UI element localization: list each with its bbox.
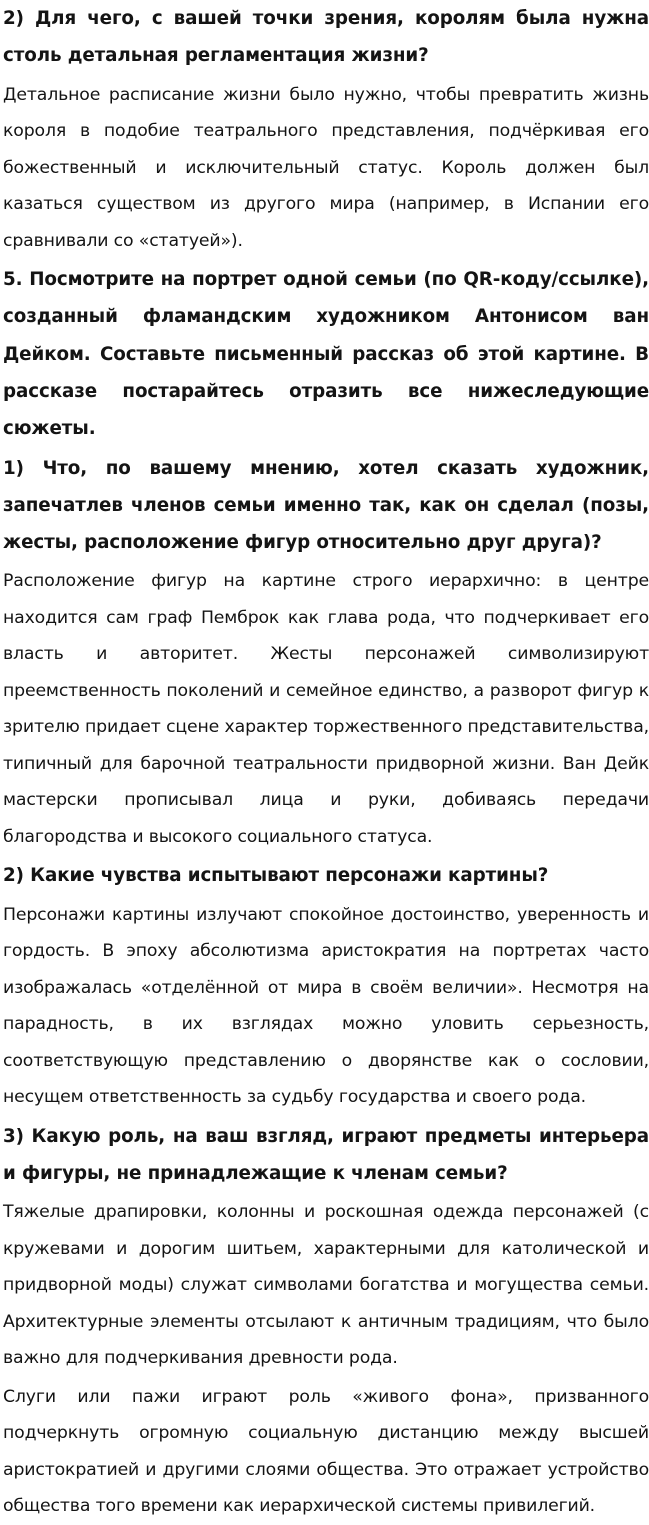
answer-paragraph: Тяжелые драпировки, колонны и роскошная одежда персонажей (с кружевами и дорогим шитьем, характерными для католической и придворной моды) служат символами богатства и могущества семьи. Архитектурные элементы отсылают к античным традициям, что было важно для подчеркивания древности рода. bbox=[3, 1202, 649, 1369]
answer-paragraph: Детальное расписание жизни было нужно, чтобы превратить жизнь короля в подобие театрального представления, подчёркивая его божественный и исключительный статус. Король должен был казаться существом из другого мира (например, в Испании его сравнивали со «статуей»). bbox=[3, 84, 649, 251]
answer-paragraph: Расположение фигур на картине строго иерархично: в центре находится сам граф Пемброк как глава рода, что подчеркивает его власть и авторитет. Жесты персонажей символизируют преемственность поколений и семейное единство, а разворот фигур к зрителю придает сцене характер торжественного представительства, типичный для барочной театральности придворной жизни. Ван Дейк мастерски прописывал лица и руки, добиваясь передачи благородства и высокого социального статуса. bbox=[3, 571, 649, 847]
question-heading: 3) Какую роль, на ваш взгляд, играют предметы интерьера и фигуры, не принадлежащие к членам семьи? bbox=[3, 1125, 649, 1185]
task-heading: 5. Посмотрите на портрет одной семьи (по QR-коду/ссылке), созданный фламандским художником Антонисом ван Дейком. Составьте письменный рассказ об этой картине. В рассказе постарайтесь отразить все нижеследующие сюжеты. bbox=[3, 269, 649, 440]
answer-paragraph: Слуги или пажи играют роль «живого фона», призванного подчеркнуть огромную социальную дистанцию между высшей аристократией и другими слоями общества. Это отражает устройство общества того времени как иерархической системы привилегий. bbox=[3, 1386, 649, 1517]
question-heading: 1) Что, по вашему мнению, хотел сказать художник, запечатлев членов семьи именно так, как он сделал (позы, жесты, расположение фигур относительно друг друга)? bbox=[3, 457, 649, 554]
question-heading: 2) Какие чувства испытывают персонажи картины? bbox=[3, 865, 549, 887]
answer-paragraph: Персонажи картины излучают спокойное достоинство, уверенность и гордость. В эпоху абсолютизма аристократия на портретах часто изображалась «отделённой от мира в своём величии». Несмотря на парадность, в их взглядах можно уловить серьезность, соответствующую представлению о дворянстве как о сословии, несущем ответственность за судьбу государства и своего рода. bbox=[3, 904, 649, 1108]
question-heading: 2) Для чего, с вашей точки зрения, королям была нужна столь детальная регламентация жизни? bbox=[3, 8, 649, 67]
